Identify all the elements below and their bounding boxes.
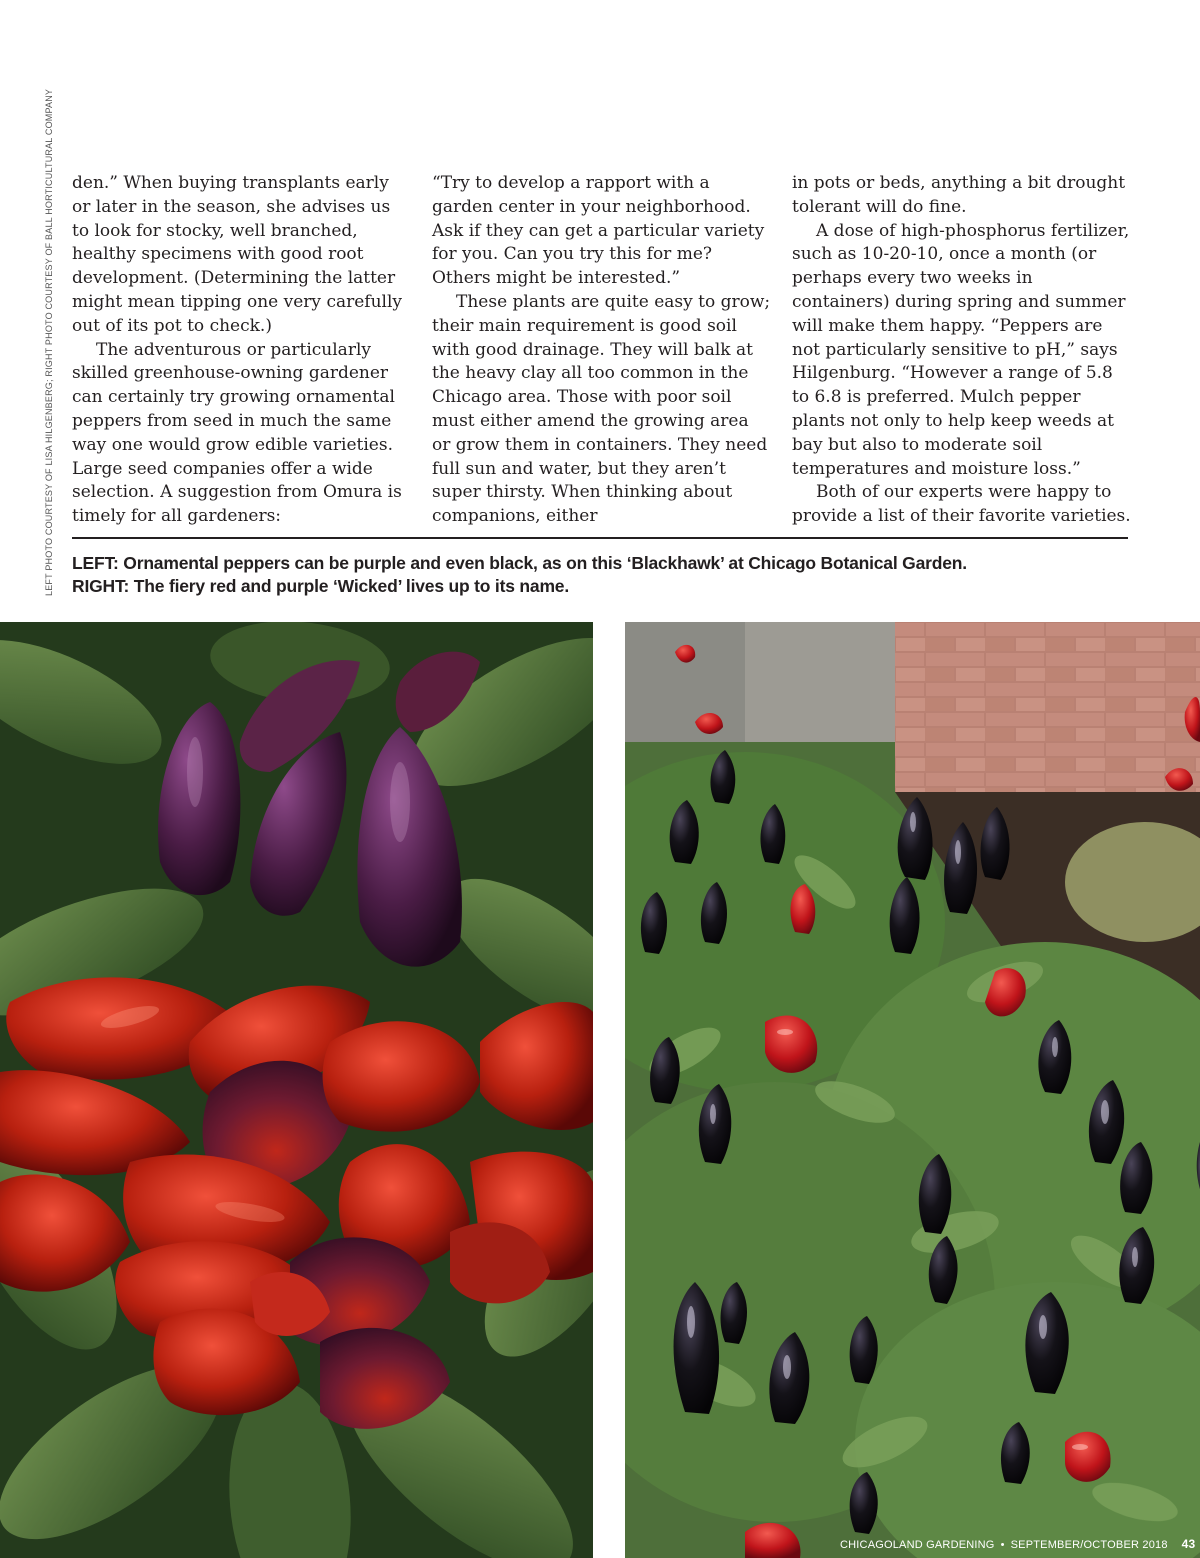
page-number: 43 [1181, 1537, 1196, 1551]
caption-line-right: RIGHT: The fiery red and purple ‘Wicked’ lives up to its name. [72, 576, 569, 596]
paragraph: in pots or beds, anything a bit drought tolerant will do fine. [792, 173, 1126, 217]
paragraph: Both of our experts were happy to provide a list of their favorite varieties. [792, 482, 1131, 527]
paragraph: These plants are quite easy to grow; their main requirement is good soil with good drainage. They will balk at the heavy clay all too common in the Chicago area. Those with poor soil must either amend the growing area or grow them in containers. They need full sun and water, but they aren’t super thirsty. When thinking about companions, either [432, 291, 771, 527]
article-body [72, 172, 1131, 527]
text-column-2 [432, 172, 772, 529]
photo-wicked-peppers [625, 622, 1200, 1558]
text-column-3 [792, 172, 1132, 529]
page-footer [840, 1537, 1195, 1551]
photo-caption [72, 552, 1132, 598]
caption-line-left: LEFT: Ornamental peppers can be purple and even black, as on this ‘Blackhawk’ at Chicago Botanical Garden. [72, 553, 967, 573]
paragraph: A dose of high-phosphorus fertilizer, such as 10-20-10, once a month (or perhaps every two weeks in containers) during spring and summer will make them happy. “Peppers are not particularly sensitive to pH,” says Hilgenburg. “However a range of 5.8 to 6.8 is preferred. Mulch pepper plants not only to help keep weeds at bay but also to moderate soil temperatures and moisture loss.” [792, 220, 1130, 479]
text-column-1 [72, 172, 412, 529]
caption-divider [72, 537, 1128, 539]
paragraph: “Try to develop a rapport with a garden center in your neighborhood. Ask if they can get a particular variety for you. Can you try this for me? Others might be interested.” [432, 173, 765, 289]
magazine-name: CHICAGOLAND GARDENING [840, 1539, 995, 1551]
pepper-cluster-illustration [0, 622, 593, 1558]
paragraph: den.” When buying transplants early or later in the season, she advises us to look for stocky, well branched, healthy specimens with good root development. (Determining the latter might mean tipping one very carefully out of its pot to check.) [72, 173, 403, 336]
footer-separator: • [1000, 1539, 1005, 1551]
pepper-bed-illustration [625, 622, 1200, 1558]
paragraph: The adventurous or particularly skilled greenhouse-owning gardener can certainly try growing ornamental peppers from seed in much the same way one would grow edible varieties. Large seed companies offer a wide selection. A suggestion from Omura is timely for all gardeners: [72, 339, 402, 527]
photo-blackhawk-peppers [0, 622, 593, 1558]
issue-date: SEPTEMBER/OCTOBER 2018 [1010, 1539, 1168, 1551]
photo-credit: LEFT PHOTO COURTESY OF LISA HILGENBERG; RIGHT PHOTO COURTESY OF BALL HORTICULTURAL COMPANY [44, 88, 54, 596]
